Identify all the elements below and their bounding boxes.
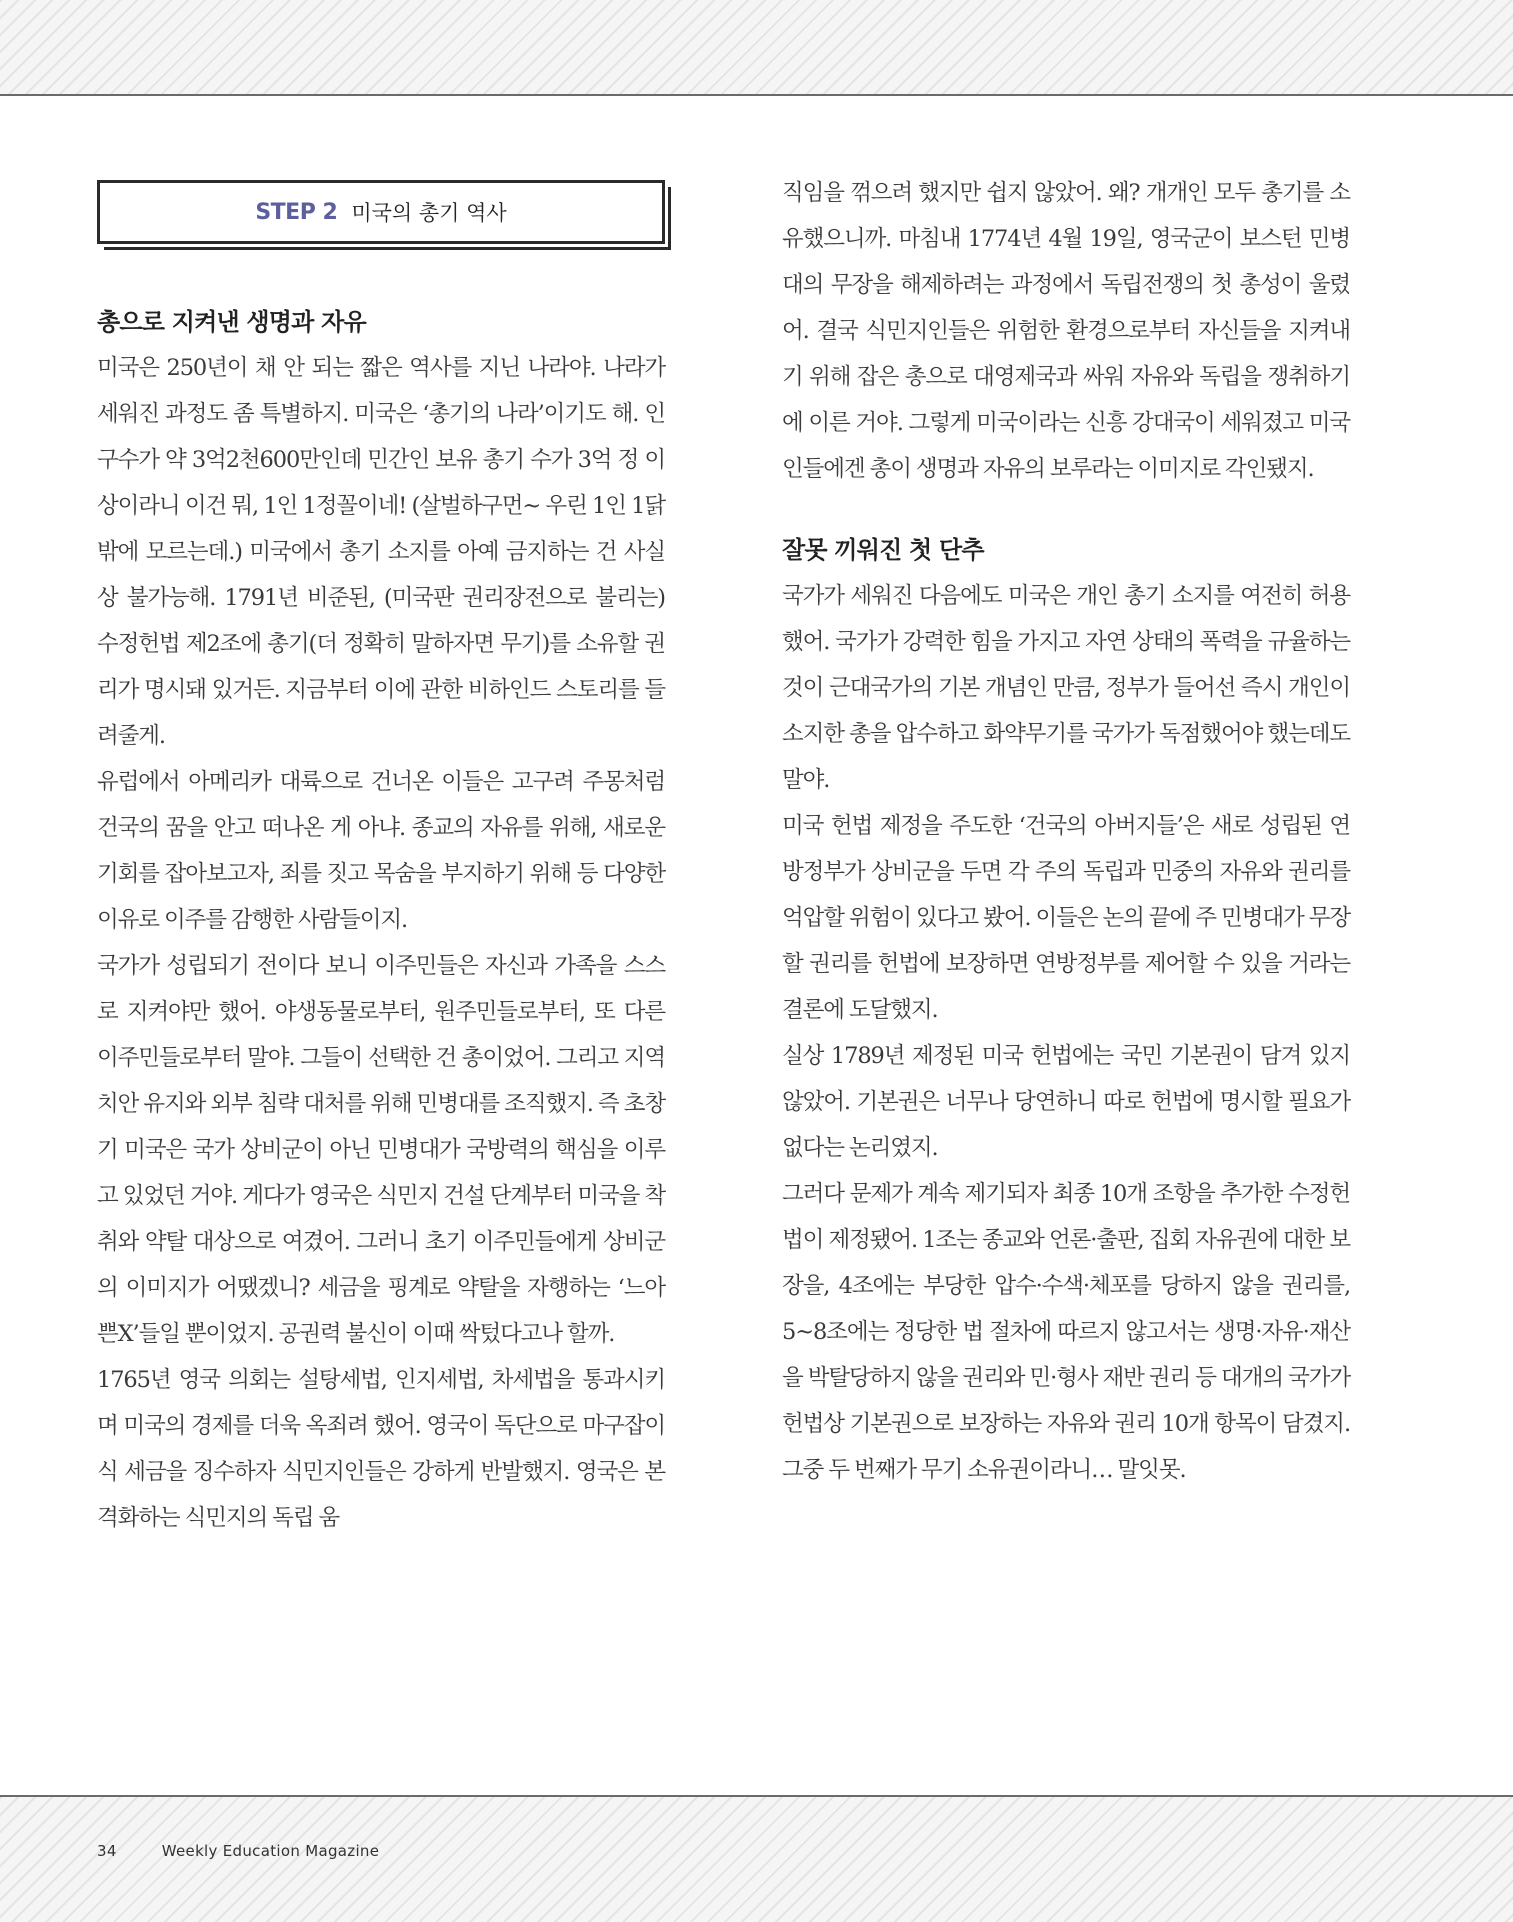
step-banner xyxy=(97,180,665,244)
paragraph: 그러다 문제가 계속 제기되자 최종 10개 조항을 추가한 수정헌법이 제정됐어. 1조는 종교와 언론·출판, 집회 자유권에 대한 보장을, 4조에는 부당한 압수·수색·체포를 당하지 않을 권리를, 5~8조에는 정당한 법 절차에 따르지 않고서는 생명·자유·재산을 박탈당하지 않을 권리와 민·형사 재반 권리 등 대개의 국가가 헌법상 기본권으로 보장하는 자유와 권리 10개 항목이 담겼지. 그중 두 번째가 무기 소유권이라니… 말잇못. xyxy=(782,1181,1350,1483)
step-title: 미국의 총기 역사 xyxy=(351,201,507,225)
paragraph: 미국은 250년이 채 안 되는 짧은 역사를 지닌 나라야. 나라가 세워진 과정도 좀 특별하지. 미국은 ‘총기의 나라’이기도 해. 인구수가 약 3억2천600만인데 민간인 보유 총기 수가 3억 정 이상이라니 이건 뭐, 1인 1정꼴이네! (살벌하구먼~ 우린 1인 1닭밖에 모르는데.) 미국에서 총기 소지를 아예 금지하는 건 사실상 불가능해. 1791년 비준된, (미국판 권리장전으로 불리는) 수정헌법 제2조에 총기(더 정확히 말하자면 무기)를 소유할 권리가 명시돼 있거든. 지금부터 이에 관한 비하인드 스토리를 들려줄게. xyxy=(97,355,665,749)
paragraph: 국가가 성립되기 전이다 보니 이주민들은 자신과 가족을 스스로 지켜야만 했어. 야생동물로부터, 원주민들로부터, 또 다른 이주민들로부터 말야. 그들이 선택한 건 총이었어. 그리고 지역 치안 유지와 외부 침략 대처를 위해 민병대를 조직했지. 즉 초창기 미국은 국가 상비군이 아닌 민병대가 국방력의 핵심을 이루고 있었던 거야. 게다가 영국은 식민지 건설 단계부터 미국을 착취와 약탈 대상으로 여겼어. 그러니 초기 이주민들에게 상비군의 이미지가 어땠겠니? 세금을 핑계로 약탈을 자행하는 ‘느아쁜X’들일 뿐이었지. 공권력 불신이 이때 싹텄다고나 할까. xyxy=(97,953,665,1347)
page-number: 34 xyxy=(97,1842,117,1860)
paragraph: 미국 헌법 제정을 주도한 ‘건국의 아버지들’은 새로 성립된 연방정부가 상비군을 두면 각 주의 독립과 민중의 자유와 권리를 억압할 위험이 있다고 봤어. 이들은 논의 끝에 주 민병대가 무장할 권리를 헌법에 보장하면 연방정부를 제어할 수 있을 거라는 결론에 도달했지. xyxy=(782,813,1350,1023)
right-column xyxy=(782,170,1350,1493)
publication-name: Weekly Education Magazine xyxy=(161,1842,380,1860)
paragraph: 직임을 꺾으려 했지만 쉽지 않았어. 왜? 개개인 모두 총기를 소유했으니까. 마침내 1774년 4월 19일, 영국군이 보스턴 민병대의 무장을 해제하려는 과정에서 독립전쟁의 첫 총성이 울렸어. 결국 식민지인들은 위험한 환경으로부터 자신들을 지켜내기 위해 잡은 총으로 대영제국과 싸워 자유와 독립을 쟁취하기에 이른 거야. 그렇게 미국이라는 신흥 강대국이 세워졌고 미국인들에겐 총이 생명과 자유의 보루라는 이미지로 각인됐지. xyxy=(782,180,1350,482)
step-label: STEP 2 xyxy=(255,199,338,225)
page-footer xyxy=(97,1842,379,1860)
paragraph: 실상 1789년 제정된 미국 헌법에는 국민 기본권이 담겨 있지 않았어. 기본권은 너무나 당연하니 따로 헌법에 명시할 필요가 없다는 논리였지. xyxy=(782,1043,1350,1161)
paragraph: 국가가 세워진 다음에도 미국은 개인 총기 소지를 여전히 허용했어. 국가가 강력한 힘을 가지고 자연 상태의 폭력을 규율하는 것이 근대국가의 기본 개념인 만큼, 정부가 들어선 즉시 개인이 소지한 총을 압수하고 화약무기를 국가가 독점했어야 했는데도 말야. xyxy=(782,583,1350,793)
section-heading-life-and-freedom: 총으로 지켜낸 생명과 자유 xyxy=(97,308,366,336)
section-heading-first-button: 잘못 끼워진 첫 단추 xyxy=(782,536,984,564)
top-decorative-band xyxy=(0,0,1513,96)
paragraph: 유럽에서 아메리카 대륙으로 건너온 이들은 고구려 주몽처럼 건국의 꿈을 안고 떠나온 게 아냐. 종교의 자유를 위해, 새로운 기회를 잡아보고자, 죄를 짓고 목숨을 부지하기 위해 등 다양한 이유로 이주를 감행한 사람들이지. xyxy=(97,769,665,933)
left-column xyxy=(97,170,665,1541)
paragraph: 1765년 영국 의회는 설탕세법, 인지세법, 차세법을 통과시키며 미국의 경제를 더욱 옥죄려 했어. 영국이 독단으로 마구잡이식 세금을 징수하자 식민지인들은 강하게 반발했지. 영국은 본격화하는 식민지의 독립 움 xyxy=(97,1367,665,1531)
